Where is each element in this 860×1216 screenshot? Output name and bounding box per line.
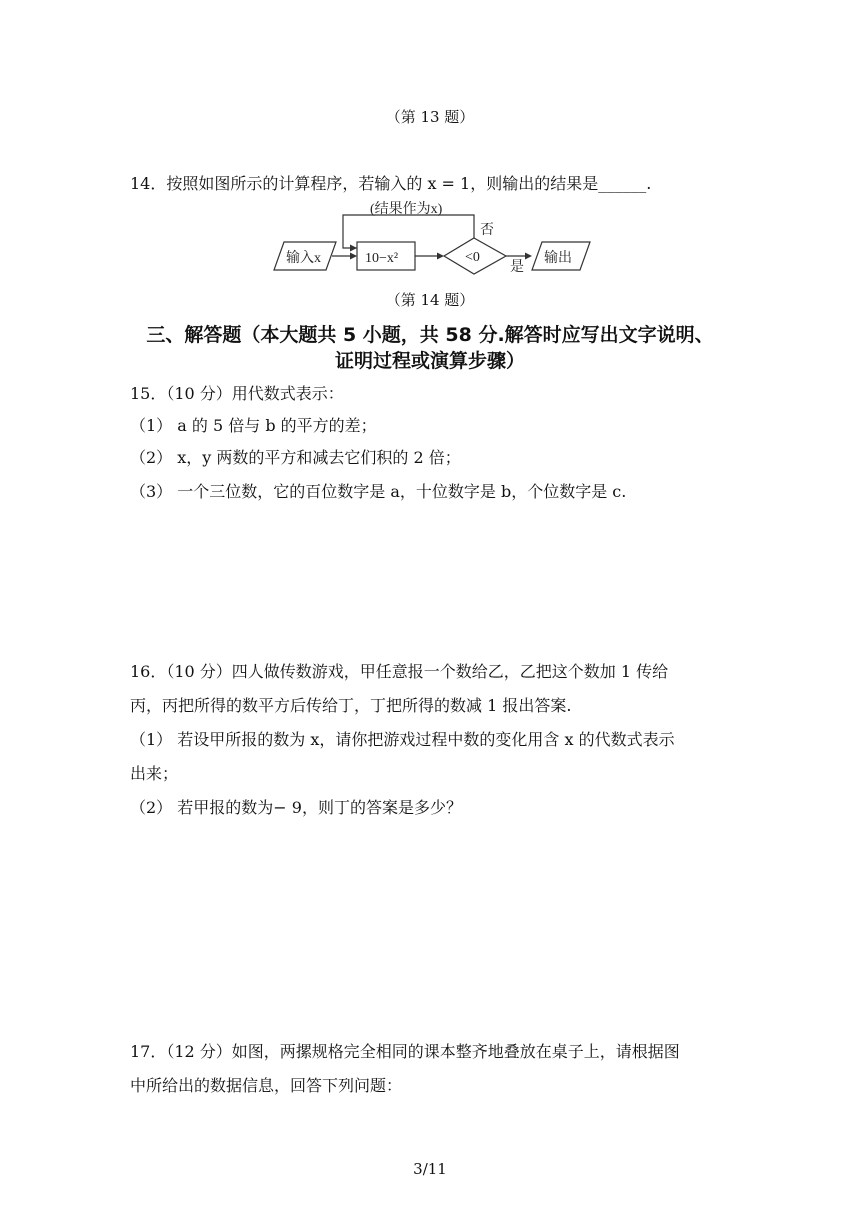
question-16-stem-line2: 丙，丙把所得的数平方后传给丁，丁把所得的数减 1 报出答案. [130,696,572,715]
question-16-part1-line2: 出来； [130,764,179,783]
question-14-text: 14．按照如图所示的计算程序，若输入的 x = 1，则输出的结果是______. [130,174,652,193]
input-label: 输入x [286,251,321,266]
calc-label: 10−x² [365,251,399,266]
page-number: 3/11 [413,1160,447,1178]
question-15-stem: 15．（10 分）用代数式表示： [130,384,344,403]
question-17-stem-line1: 17．（12 分）如图，两摞规格完全相同的课本整齐地叠放在桌子上，请根据图 [130,1042,680,1061]
question-15-part2: （2） x，y 两数的平方和减去它们积的 2 倍； [130,448,461,467]
question-16-part1-line1: （1） 若设甲所报的数为 x，请你把游戏过程中数的变化用含 x 的代数式表示 [130,730,675,749]
question-17-stem-line2: 中所给出的数据信息，回答下列问题： [130,1076,403,1095]
section-3-heading-line2: 证明过程或演算步骤） [334,350,525,372]
loop-line [343,215,474,248]
question-16-stem-line1: 16．（10 分）四人做传数游戏，甲任意报一个数给乙，乙把这个数加 1 传给 [130,662,669,681]
loop-label: (结果作为x) [370,202,443,217]
condition-label: <0 [465,250,480,265]
figure-14-caption: （第 14 题） [385,291,475,309]
question-16-part2: （2） 若甲报的数为− 9，则丁的答案是多少？ [130,798,462,817]
question-15-part3: （3） 一个三位数，它的百位数字是 a，十位数字是 b，个位数字是 c. [130,482,627,501]
yes-label: 是 [510,260,524,275]
figure-13-caption: （第 13 题） [385,108,475,126]
output-label: 输出 [544,251,572,266]
section-3-heading-line1: 三、解答题（本大题共 5 小题，共 58 分.解答时应写出文字说明、 [146,324,714,346]
no-label: 否 [480,223,494,238]
loop-arrow [350,245,357,252]
question-15-part1: （1） a 的 5 倍与 b 的平方的差； [130,416,377,435]
flowchart-14 [270,198,600,280]
